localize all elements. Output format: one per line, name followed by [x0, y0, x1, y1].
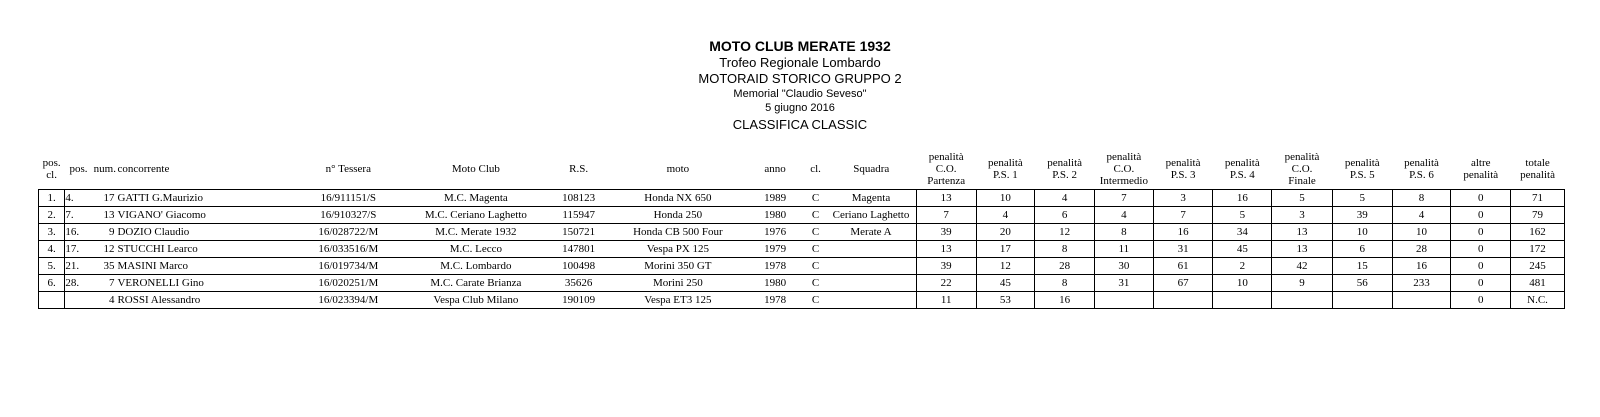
cell-co-partenza: 22 [916, 275, 976, 292]
table-row [39, 292, 1565, 309]
cell-ps3: 31 [1153, 241, 1213, 258]
col-co-intermedio: penalità C.O. Intermedio [1099, 151, 1148, 187]
cell-ps1: 4 [976, 207, 1035, 224]
cell-co-intermedio: 8 [1095, 224, 1154, 241]
cell-ps6: 28 [1392, 241, 1451, 258]
cell-ps4: 5 [1213, 207, 1272, 224]
cell-totale: N.C. [1511, 292, 1565, 309]
cell-club: M.C. Lecco [449, 242, 502, 255]
col-pos: pos. [69, 163, 88, 175]
cell-ps2: 6 [1035, 207, 1095, 224]
cell-cl: C [811, 191, 820, 204]
cell-co-intermedio: 11 [1095, 241, 1154, 258]
cell-pos [65, 292, 92, 309]
col-anno: anno [764, 163, 786, 175]
cell-club: M.C. Lombardo [440, 259, 512, 272]
cell-ps6: 233 [1392, 275, 1451, 292]
cell-rs: 190109 [562, 293, 596, 306]
cell-cl: C [811, 259, 820, 272]
cell-squadra: Magenta [851, 191, 891, 204]
cell-num: 4 [108, 293, 115, 306]
cell-moto: Honda NX 650 [644, 191, 712, 204]
cell-altre: 0 [1451, 241, 1511, 258]
cell-ps5: 39 [1332, 207, 1392, 224]
col-ps1: penalità P.S. 1 [987, 157, 1023, 181]
cell-num: 9 [108, 225, 115, 238]
cell-anno: 1989 [764, 191, 787, 204]
cell-num: 12 [103, 242, 115, 255]
cell-num: 7 [108, 276, 115, 289]
cell-ps1: 20 [976, 224, 1035, 241]
cell-moto: Morini 350 GT [644, 259, 712, 272]
cell-ps5: 56 [1332, 275, 1392, 292]
col-co-finale: penalità C.O. Finale [1284, 151, 1320, 187]
cell-concorrente: ROSSI Alessandro [117, 293, 201, 306]
cell-co-intermedio: 31 [1095, 275, 1154, 292]
cell-concorrente: VIGANO' Giacomo [117, 208, 206, 221]
cell-pos-cl [39, 292, 65, 309]
cell-club: Vespa Club Milano [433, 293, 519, 306]
cell-club: M.C. Merate 1932 [435, 225, 517, 238]
cell-pos-cl: 4. [39, 241, 65, 258]
cell-cl: C [811, 293, 820, 306]
cell-ps3: 7 [1153, 207, 1213, 224]
cell-co-partenza: 13 [916, 190, 976, 207]
cell-co-finale: 42 [1272, 258, 1333, 275]
cell-ps3: 61 [1153, 258, 1213, 275]
cell-totale: 71 [1511, 190, 1565, 207]
cell-rs: 150721 [562, 225, 596, 238]
col-rs: R.S. [569, 163, 589, 175]
cell-pos-cl: 5. [39, 258, 65, 275]
cell-tessera: 16/911151/S [320, 191, 377, 204]
table-row [39, 190, 1565, 207]
cell-co-finale: 5 [1272, 190, 1333, 207]
cell-ps3: 3 [1153, 190, 1213, 207]
cell-anno: 1980 [764, 276, 787, 289]
cell-co-partenza: 13 [916, 241, 976, 258]
cell-rs: 115947 [562, 208, 595, 221]
cell-concorrente: MASINI Marco [117, 259, 189, 272]
cell-moto: Vespa PX 125 [646, 242, 710, 255]
cell-cl: C [811, 208, 820, 221]
classification-title: CLASSIFICA CLASSIC [732, 117, 868, 132]
cell-rs: 147801 [562, 242, 596, 255]
cell-ps5: 5 [1332, 190, 1392, 207]
cell-ps3: 16 [1153, 224, 1213, 241]
cell-totale: 172 [1511, 241, 1565, 258]
cell-co-finale: 13 [1272, 224, 1333, 241]
cell-ps1: 45 [976, 275, 1035, 292]
col-num: num. [93, 163, 116, 175]
cell-ps6: 8 [1392, 190, 1451, 207]
cell-ps4: 10 [1213, 275, 1272, 292]
cell-moto: Honda CB 500 Four [633, 225, 723, 238]
cell-totale: 245 [1511, 258, 1565, 275]
club-title: MOTO CLUB MERATE 1932 [709, 38, 891, 54]
cell-totale: 79 [1511, 207, 1565, 224]
col-pos-cl: pos. cl. [42, 157, 61, 181]
cell-co-partenza: 7 [916, 207, 976, 224]
cell-ps3: 67 [1153, 275, 1213, 292]
cell-anno: 1978 [764, 259, 787, 272]
cell-altre: 0 [1451, 207, 1511, 224]
cell-ps6: 10 [1392, 224, 1451, 241]
cell-altre: 0 [1451, 224, 1511, 241]
trophy-name: Trofeo Regionale Lombardo [719, 55, 881, 70]
cell-squadra: Merate A [850, 225, 892, 238]
cell-ps4: 45 [1213, 241, 1272, 258]
cell-rs: 35626 [564, 276, 593, 289]
cell-altre: 0 [1451, 258, 1511, 275]
cell-cl: C [811, 225, 820, 238]
cell-ps6: 16 [1392, 258, 1451, 275]
cell-rs: 100498 [562, 259, 596, 272]
cell-concorrente: GATTI G.Maurizio [117, 191, 203, 204]
cell-pos-cl: 1. [39, 190, 65, 207]
cell-club: M.C. Ceriano Laghetto [424, 208, 527, 221]
cell-anno: 1978 [764, 293, 787, 306]
cell-moto: Honda 250 [653, 208, 703, 221]
col-moto: moto [666, 163, 690, 175]
results-table [38, 149, 1565, 309]
cell-num: 35 [103, 259, 115, 272]
cell-ps5: 6 [1332, 241, 1392, 258]
cell-tessera: 16/033516/M [318, 242, 379, 255]
cell-ps2: 8 [1035, 275, 1095, 292]
col-co-partenza: penalità C.O. Partenza [927, 151, 966, 187]
cell-altre: 0 [1451, 275, 1511, 292]
cell-ps5: 10 [1332, 224, 1392, 241]
cell-tessera: 16/023394/M [318, 293, 379, 306]
cell-anno: 1976 [764, 225, 787, 238]
cell-squadra [826, 258, 916, 275]
col-club: Moto Club [451, 163, 500, 175]
cell-concorrente: DOZIO Claudio [117, 225, 190, 238]
cell-concorrente: VERONELLI Gino [117, 276, 204, 289]
cell-pos: 28. [65, 276, 80, 289]
cell-ps2: 28 [1035, 258, 1095, 275]
cell-ps6 [1392, 292, 1451, 309]
cell-squadra: Ceriano Laghetto [832, 208, 910, 221]
cell-anno: 1979 [764, 242, 787, 255]
col-ps2: penalità P.S. 2 [1047, 157, 1083, 181]
cell-ps2: 8 [1035, 241, 1095, 258]
cell-co-intermedio: 4 [1095, 207, 1154, 224]
cell-ps3 [1153, 292, 1213, 309]
table-row [39, 275, 1565, 292]
cell-tessera: 16/019734/M [318, 259, 379, 272]
cell-pos: 21. [65, 259, 80, 272]
cell-altre: 0 [1451, 190, 1511, 207]
cell-num: 13 [103, 208, 115, 221]
cell-ps1: 53 [976, 292, 1035, 309]
table-body [39, 190, 1565, 309]
cell-pos: 4. [65, 191, 74, 204]
event-date: 5 giugno 2016 [765, 102, 835, 114]
col-ps4: penalità P.S. 4 [1224, 157, 1260, 181]
cell-ps4 [1213, 292, 1272, 309]
col-cl: cl. [810, 163, 821, 175]
col-ps3: penalità P.S. 3 [1165, 157, 1201, 181]
cell-ps1: 17 [976, 241, 1035, 258]
table-row [39, 241, 1565, 258]
cell-ps4: 34 [1213, 224, 1272, 241]
document-header [0, 37, 1600, 133]
col-tessera: n° Tessera [325, 163, 371, 175]
cell-co-intermedio [1095, 292, 1154, 309]
cell-ps1: 12 [976, 258, 1035, 275]
cell-num: 17 [103, 191, 115, 204]
cell-tessera: 16/910327/S [320, 208, 377, 221]
table-row [39, 207, 1565, 224]
cell-ps5: 15 [1332, 258, 1392, 275]
cell-ps5 [1332, 292, 1392, 309]
cell-co-finale [1272, 292, 1333, 309]
cell-tessera: 16/028722/M [318, 225, 379, 238]
cell-cl: C [811, 242, 820, 255]
cell-co-finale: 13 [1272, 241, 1333, 258]
cell-altre: 0 [1451, 292, 1511, 309]
cell-co-intermedio: 7 [1095, 190, 1154, 207]
cell-moto: Morini 250 [652, 276, 703, 289]
cell-totale: 481 [1511, 275, 1565, 292]
table-header [39, 149, 1565, 190]
cell-ps2: 12 [1035, 224, 1095, 241]
cell-co-partenza: 39 [916, 224, 976, 241]
col-ps5: penalità P.S. 5 [1344, 157, 1380, 181]
cell-ps2: 16 [1035, 292, 1095, 309]
cell-concorrente: STUCCHI Learco [117, 242, 198, 255]
memorial-name: Memorial "Claudio Seveso" [733, 88, 867, 100]
cell-pos-cl: 3. [39, 224, 65, 241]
col-ps6: penalità P.S. 6 [1404, 157, 1439, 181]
cell-squadra [826, 292, 916, 309]
cell-co-partenza: 11 [916, 292, 976, 309]
cell-ps4: 2 [1213, 258, 1272, 275]
cell-cl: C [811, 276, 820, 289]
cell-co-finale: 9 [1272, 275, 1333, 292]
cell-squadra [826, 275, 916, 292]
cell-ps4: 16 [1213, 190, 1272, 207]
table-row [39, 258, 1565, 275]
cell-ps6: 4 [1392, 207, 1451, 224]
cell-pos: 16. [65, 225, 80, 238]
cell-tessera: 16/020251/M [318, 276, 379, 289]
cell-pos-cl: 6. [39, 275, 65, 292]
col-squadra: Squadra [853, 163, 890, 175]
cell-moto: Vespa ET3 125 [644, 293, 712, 306]
col-concorrente: concorrente [117, 163, 170, 175]
cell-co-intermedio: 30 [1095, 258, 1154, 275]
cell-totale: 162 [1511, 224, 1565, 241]
col-totale: totale penalità [1520, 157, 1555, 181]
cell-ps1: 10 [976, 190, 1035, 207]
cell-co-finale: 3 [1272, 207, 1333, 224]
cell-club: M.C. Magenta [443, 191, 508, 204]
cell-co-partenza: 39 [916, 258, 976, 275]
cell-club: M.C. Carate Brianza [430, 276, 522, 289]
cell-rs: 108123 [562, 191, 596, 204]
event-name: MOTORAID STORICO GRUPPO 2 [698, 71, 902, 86]
col-altre: altre penalità [1463, 157, 1499, 181]
cell-pos-cl: 2. [39, 207, 65, 224]
table-row [39, 224, 1565, 241]
cell-pos: 17. [65, 242, 80, 255]
cell-pos: 7. [65, 208, 74, 221]
cell-ps2: 4 [1035, 190, 1095, 207]
cell-anno: 1980 [764, 208, 787, 221]
cell-squadra [826, 241, 916, 258]
